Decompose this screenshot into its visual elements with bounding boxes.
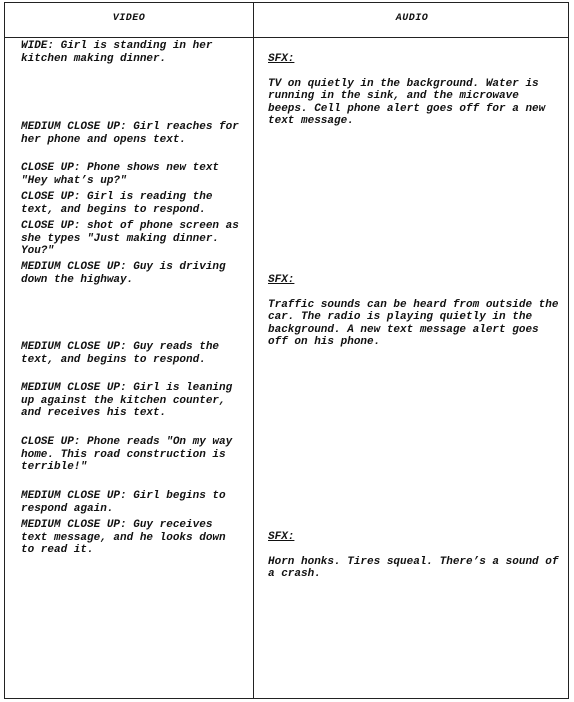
header-row (5, 3, 568, 38)
video-shot-3: CLOSE UP: Phone shows new text "Hey what’s up?" (21, 162, 220, 187)
audio-cue-text: Traffic sounds can be heard from outside the car. The radio is playing quietly in the background. A new text message alert goes off on his phone. (268, 298, 559, 348)
video-shot-6: MEDIUM CLOSE UP: Guy is driving down the highway. (21, 261, 226, 286)
video-shot-7: MEDIUM CLOSE UP: Guy reads the text, and begins to respond. (21, 341, 220, 366)
audio-cue-3 (268, 518, 564, 581)
video-column-header: VIDEO (112, 13, 146, 24)
audio-cue-2 (268, 261, 564, 349)
video-shot-10: MEDIUM CLOSE UP: Girl begins to respond again. (21, 490, 226, 515)
column-divider (253, 3, 254, 698)
sfx-label: SFX: (268, 52, 295, 65)
av-script-table (4, 2, 569, 699)
video-shot-5: CLOSE UP: shot of phone screen as she types "Just making dinner. You?" (21, 220, 239, 257)
video-shot-4: CLOSE UP: Girl is reading the text, and begins to respond. (21, 191, 213, 216)
sfx-label: SFX: (268, 530, 295, 543)
audio-cue-text: TV on quietly in the background. Water is running in the sink, and the microwave beeps. Cell phone alert goes off for a new text message. (268, 77, 546, 127)
video-shot-2: MEDIUM CLOSE UP: Girl reaches for her phone and opens text. (21, 121, 239, 146)
video-shot-9: CLOSE UP: Phone reads "On my way home. This road construction is terrible!" (21, 436, 233, 473)
sfx-label: SFX: (268, 273, 295, 286)
video-shot-1: WIDE: Girl is standing in her kitchen making dinner. (21, 40, 213, 65)
audio-cue-1 (268, 40, 564, 128)
audio-cue-text: Horn honks. Tires squeal. There’s a sound of a crash. (268, 555, 559, 580)
video-shot-8: MEDIUM CLOSE UP: Girl is leaning up against the kitchen counter, and receives his text. (21, 382, 233, 419)
audio-column-header: AUDIO (395, 13, 429, 24)
video-shot-11: MEDIUM CLOSE UP: Guy receives text message, and he looks down to read it. (21, 519, 226, 556)
